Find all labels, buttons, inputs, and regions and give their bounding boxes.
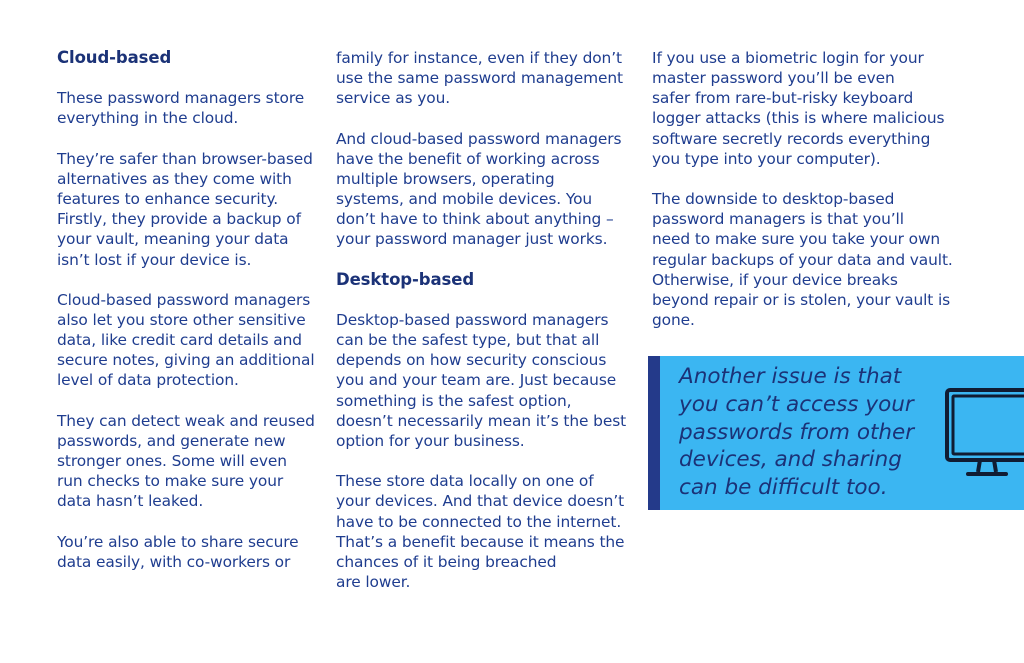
column-3 [652,46,982,350]
text-line: you and your team are. Just because [336,371,617,390]
callout-quote [679,363,939,502]
paragraph [336,471,636,592]
desktop-based-heading: Desktop-based [336,269,475,289]
text-line: And cloud-based password managers [336,129,622,148]
text-line: everything in the cloud. [57,109,239,128]
text-line: chances of it being breached [336,552,557,571]
paragraph [652,189,982,330]
text-line: safer from rare-but-risky keyboard [652,89,914,108]
text-line: passwords, and generate new [57,431,286,450]
text-line: The downside to desktop-based [652,190,895,209]
text-line: have the benefit of working across [336,149,600,168]
text-line: features to enhance security. [57,190,279,209]
text-line: These password managers store [57,89,305,108]
text-line: service as you. [336,89,451,108]
text-line: level of data protection. [57,371,239,390]
text-line: need to make sure you take your own [652,230,941,249]
text-line: also let you store other sensitive [57,310,306,329]
text-line: beyond repair or is stolen, your vault is [652,290,951,309]
paragraph [336,48,636,108]
paragraph [652,48,982,169]
paragraph [57,149,325,270]
text-line: your password manager just works. [336,230,608,249]
callout-line: devices, and sharing [679,447,902,473]
text-line: run checks to make sure your [57,472,284,491]
text-line: Firstly, they provide a backup of [57,210,301,229]
callout-accent-bar [648,356,660,510]
text-line: Cloud-based password managers [57,290,311,309]
text-line: data, like credit card details and [57,331,302,350]
text-line: can be the safest type, but that all [336,331,600,350]
paragraph [57,88,325,128]
text-line: option for your business. [336,431,525,450]
text-line: These store data locally on one of [336,472,594,491]
text-line: data easily, with co-workers or [57,552,291,571]
text-line: master password you’ll be even [652,69,895,88]
text-line: gone. [652,311,695,330]
text-line: your vault, meaning your data [57,230,289,249]
text-line: systems, and mobile devices. You [336,190,593,209]
cloud-based-heading: Cloud-based [57,48,172,67]
text-line: They’re safer than browser-based [57,149,313,168]
paragraph [57,411,325,512]
paragraph [57,532,325,572]
text-line: don’t have to think about anything – [336,210,614,229]
text-line: Otherwise, if your device breaks [652,270,898,289]
text-line: are lower. [336,572,411,591]
text-line: They can detect weak and reused [57,411,315,430]
text-line: depends on how security conscious [336,351,607,370]
text-line: use the same password management [336,69,623,88]
paragraph [336,129,636,250]
text-line: multiple browsers, operating [336,169,555,188]
text-line: If you use a biometric login for your [652,49,924,67]
callout-line: can be difficult too. [679,475,888,501]
text-line: something is the safest option, [336,391,572,410]
text-line: have to be connected to the internet. [336,512,622,531]
text-line: doesn’t necessarily mean it’s the best [336,411,627,430]
text-line: logger attacks (this is where malicious [652,109,945,128]
paragraph [336,310,636,451]
text-line: Desktop-based password managers [336,310,609,329]
text-line: family for instance, even if they don’t [336,49,622,67]
text-line: alternatives as they come with [57,169,292,188]
text-line: secure notes, giving an additional [57,351,315,370]
text-line: your devices. And that device doesn’t [336,492,625,511]
column-2 [336,46,636,612]
text-line: password managers is that you’ll [652,210,904,229]
text-line: regular backups of your data and vault. [652,250,953,269]
text-line: You’re also able to share secure [57,532,299,551]
callout-line: you can’t access your [679,391,914,417]
text-line: you type into your computer). [652,149,881,168]
text-line: isn’t lost if your device is. [57,250,252,269]
monitor-icon [944,386,1024,482]
callout-box [648,356,1024,510]
callout-line: Another issue is that [679,364,902,389]
text-line: That’s a benefit because it means the [336,532,625,551]
callout-line: passwords from other [679,419,915,445]
column-1 [57,46,325,592]
text-line: software secretly records everything [652,129,931,148]
text-line: stronger ones. Some will even [57,452,287,471]
text-line: data hasn’t leaked. [57,492,204,511]
paragraph [57,290,325,391]
